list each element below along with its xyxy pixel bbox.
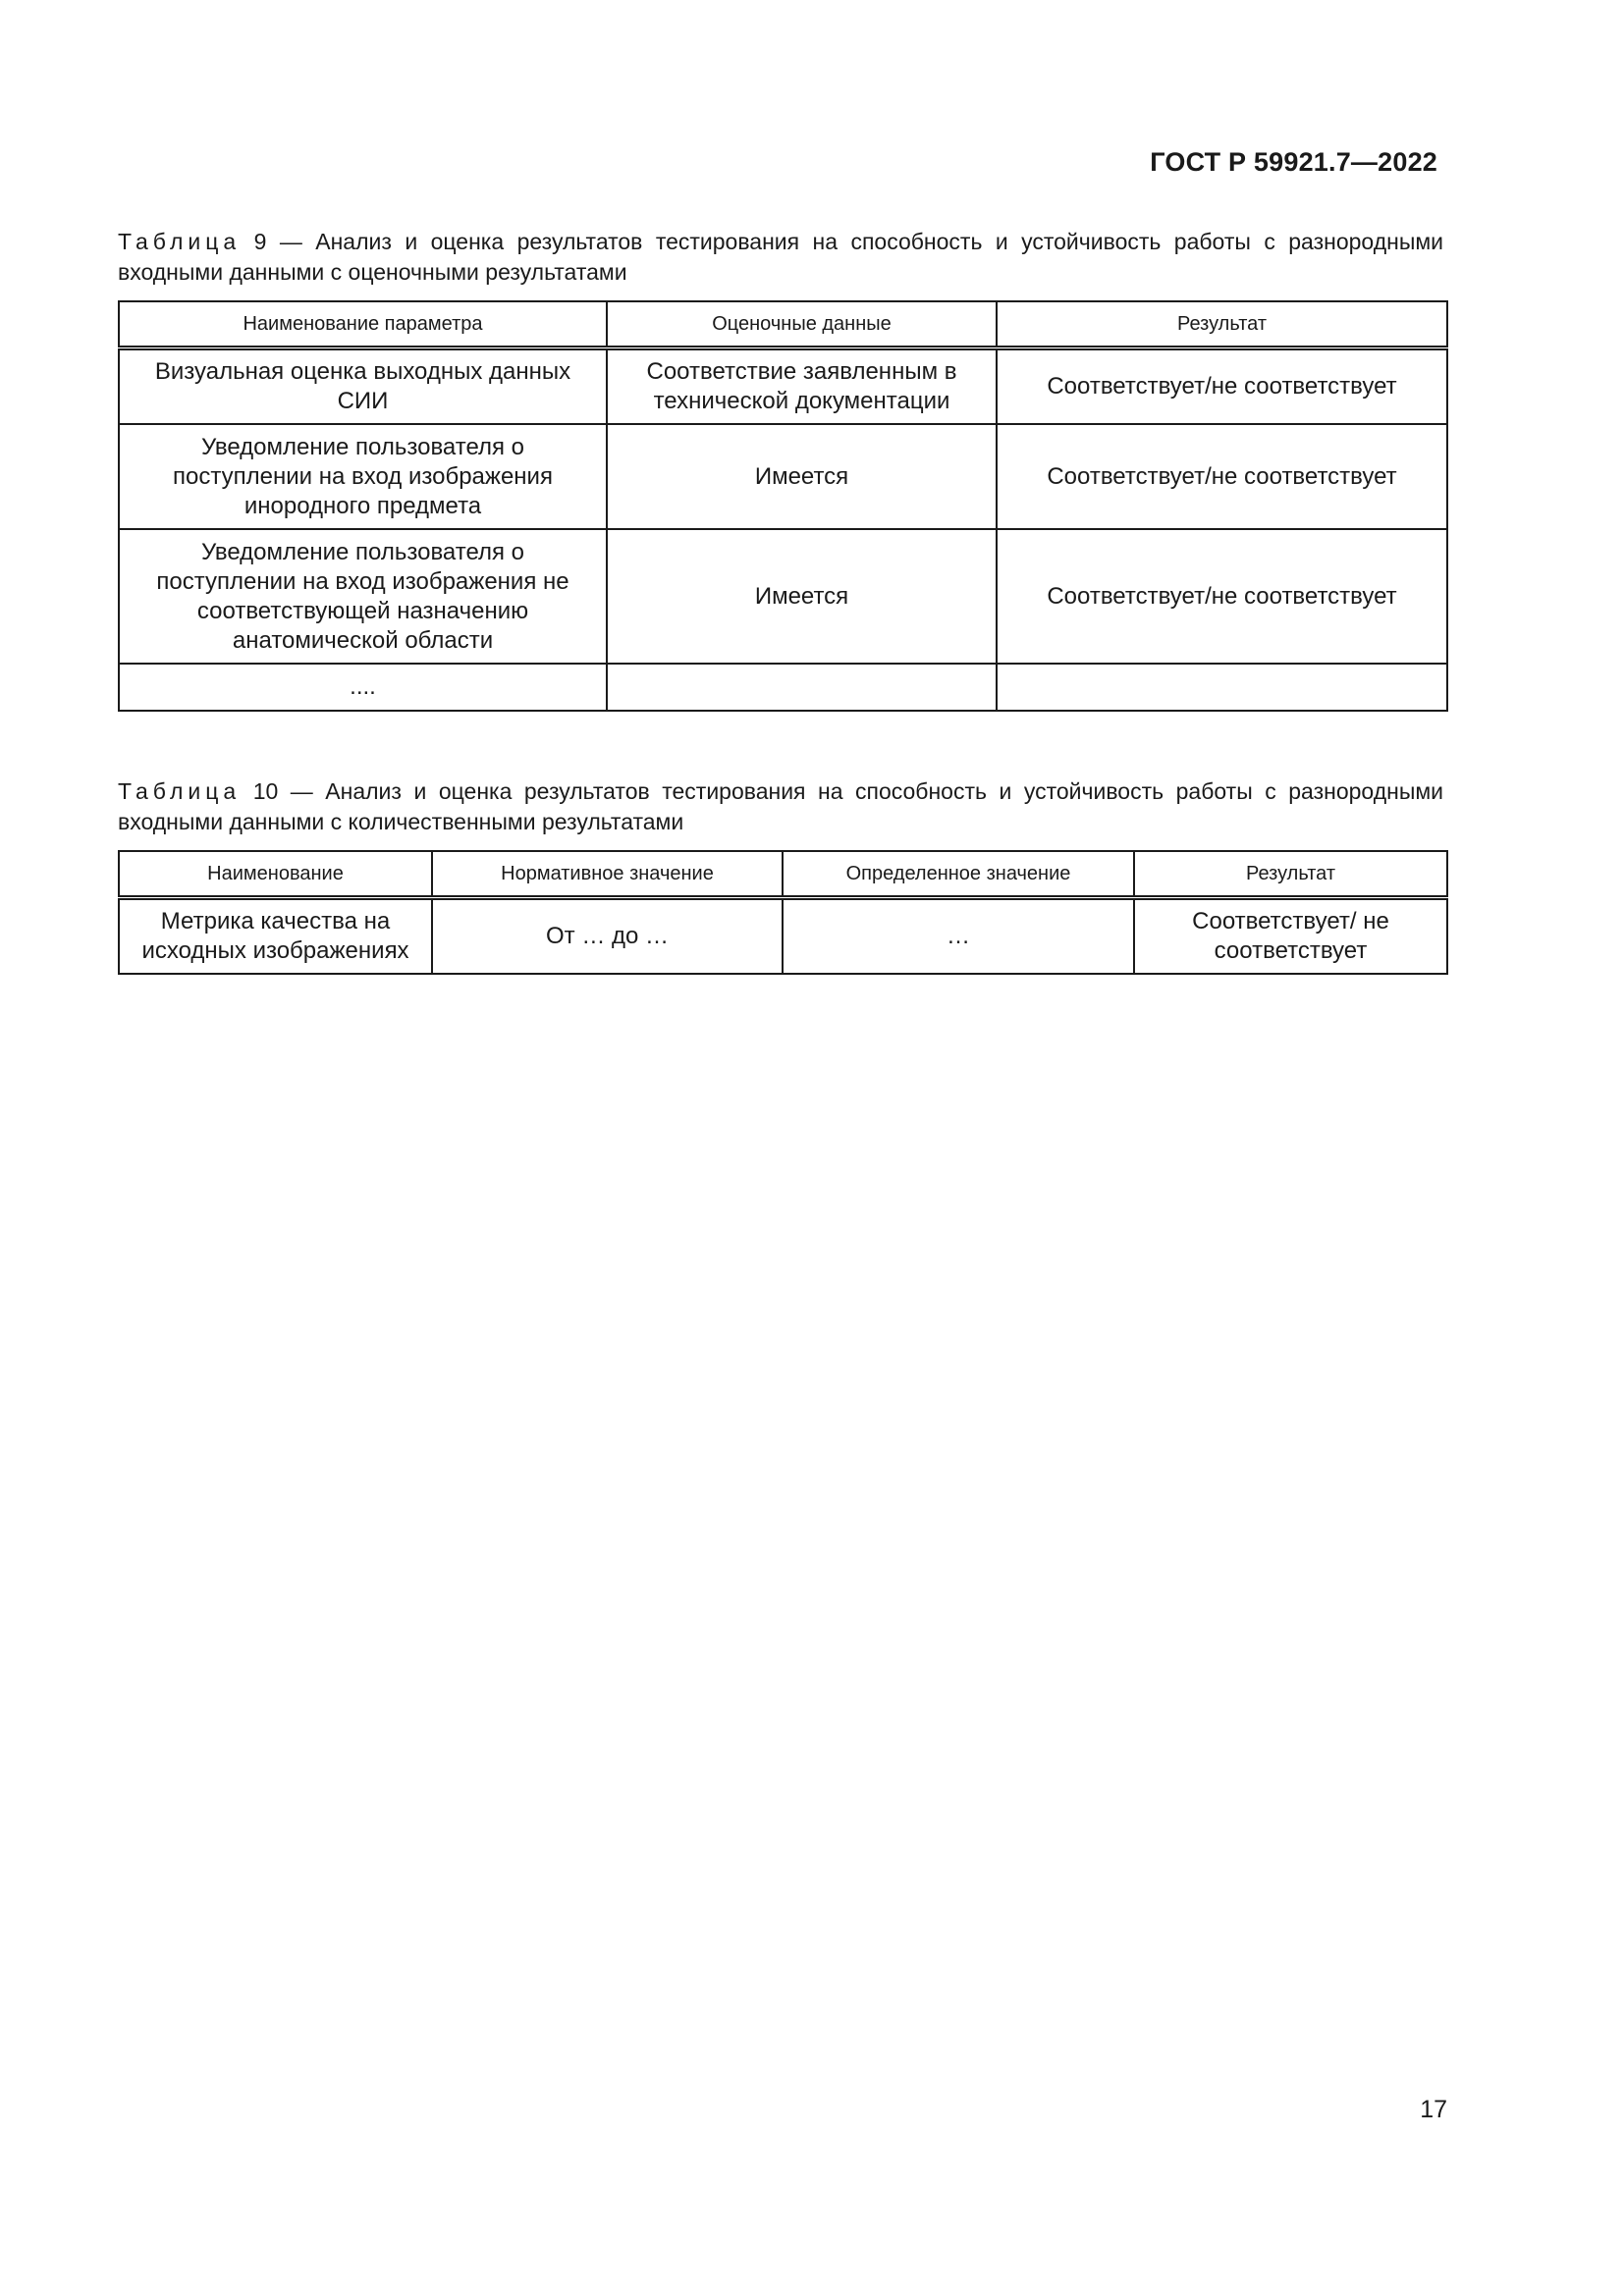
- table-cell: Соответствие заявленным в технической документации: [607, 348, 997, 425]
- table-cell: ....: [119, 664, 607, 711]
- table-cell: Метрика качества на исходных изображениях: [119, 898, 432, 975]
- table-cell: Соответствует/не соответствует: [997, 529, 1447, 664]
- table-cell: …: [783, 898, 1134, 975]
- table9-caption-text: 9 — Анализ и оценка результатов тестирования на способность и устойчивость работы с разнородными входными данными с оценочными результатами: [118, 229, 1444, 285]
- table10-header-row: [119, 851, 1447, 898]
- table-cell: Соответствует/не соответствует: [997, 424, 1447, 529]
- table10-col-name: Наименование: [119, 851, 432, 898]
- table-cell: Уведомление пользователя о поступлении на вход изображения не соответствующей назначению анатомической области: [119, 529, 607, 664]
- table9: [118, 300, 1448, 712]
- table10-col-normative: Нормативное значение: [432, 851, 783, 898]
- table10: [118, 850, 1448, 975]
- table-cell: Имеется: [607, 529, 997, 664]
- table-cell: Имеется: [607, 424, 997, 529]
- table-cell: От … до …: [432, 898, 783, 975]
- table9-header-row: [119, 301, 1447, 348]
- table-cell: [607, 664, 997, 711]
- standard-code: ГОСТ Р 59921.7—2022: [1150, 147, 1437, 177]
- table10-caption-text: 10 — Анализ и оценка результатов тестирования на способность и устойчивость работы с разнородными входными данными с количественными результатами: [118, 778, 1444, 834]
- table10-col-determined: Определенное значение: [783, 851, 1134, 898]
- page-number: 17: [1420, 2096, 1447, 2123]
- table9-caption-word: Таблица: [118, 229, 242, 254]
- table10-col-result: Результат: [1134, 851, 1447, 898]
- table-row: [119, 529, 1447, 664]
- table-row: [119, 664, 1447, 711]
- table-row: [119, 424, 1447, 529]
- table9-col-parameter: Наименование параметра: [119, 301, 607, 348]
- table-cell: Соответствует/не соответствует: [997, 348, 1447, 425]
- table-cell: Визуальная оценка выходных данных СИИ: [119, 348, 607, 425]
- table-row: [119, 348, 1447, 425]
- table10-caption-word: Таблица: [118, 778, 242, 804]
- table9-col-evaluation: Оценочные данные: [607, 301, 997, 348]
- table-cell: Уведомление пользователя о поступлении на вход изображения инородного предмета: [119, 424, 607, 529]
- table9-caption: [118, 227, 1443, 288]
- table9-col-result: Результат: [997, 301, 1447, 348]
- table10-caption: [118, 776, 1443, 837]
- table-cell: Соответствует/ не соответствует: [1134, 898, 1447, 975]
- table-cell: [997, 664, 1447, 711]
- table-row: [119, 898, 1447, 975]
